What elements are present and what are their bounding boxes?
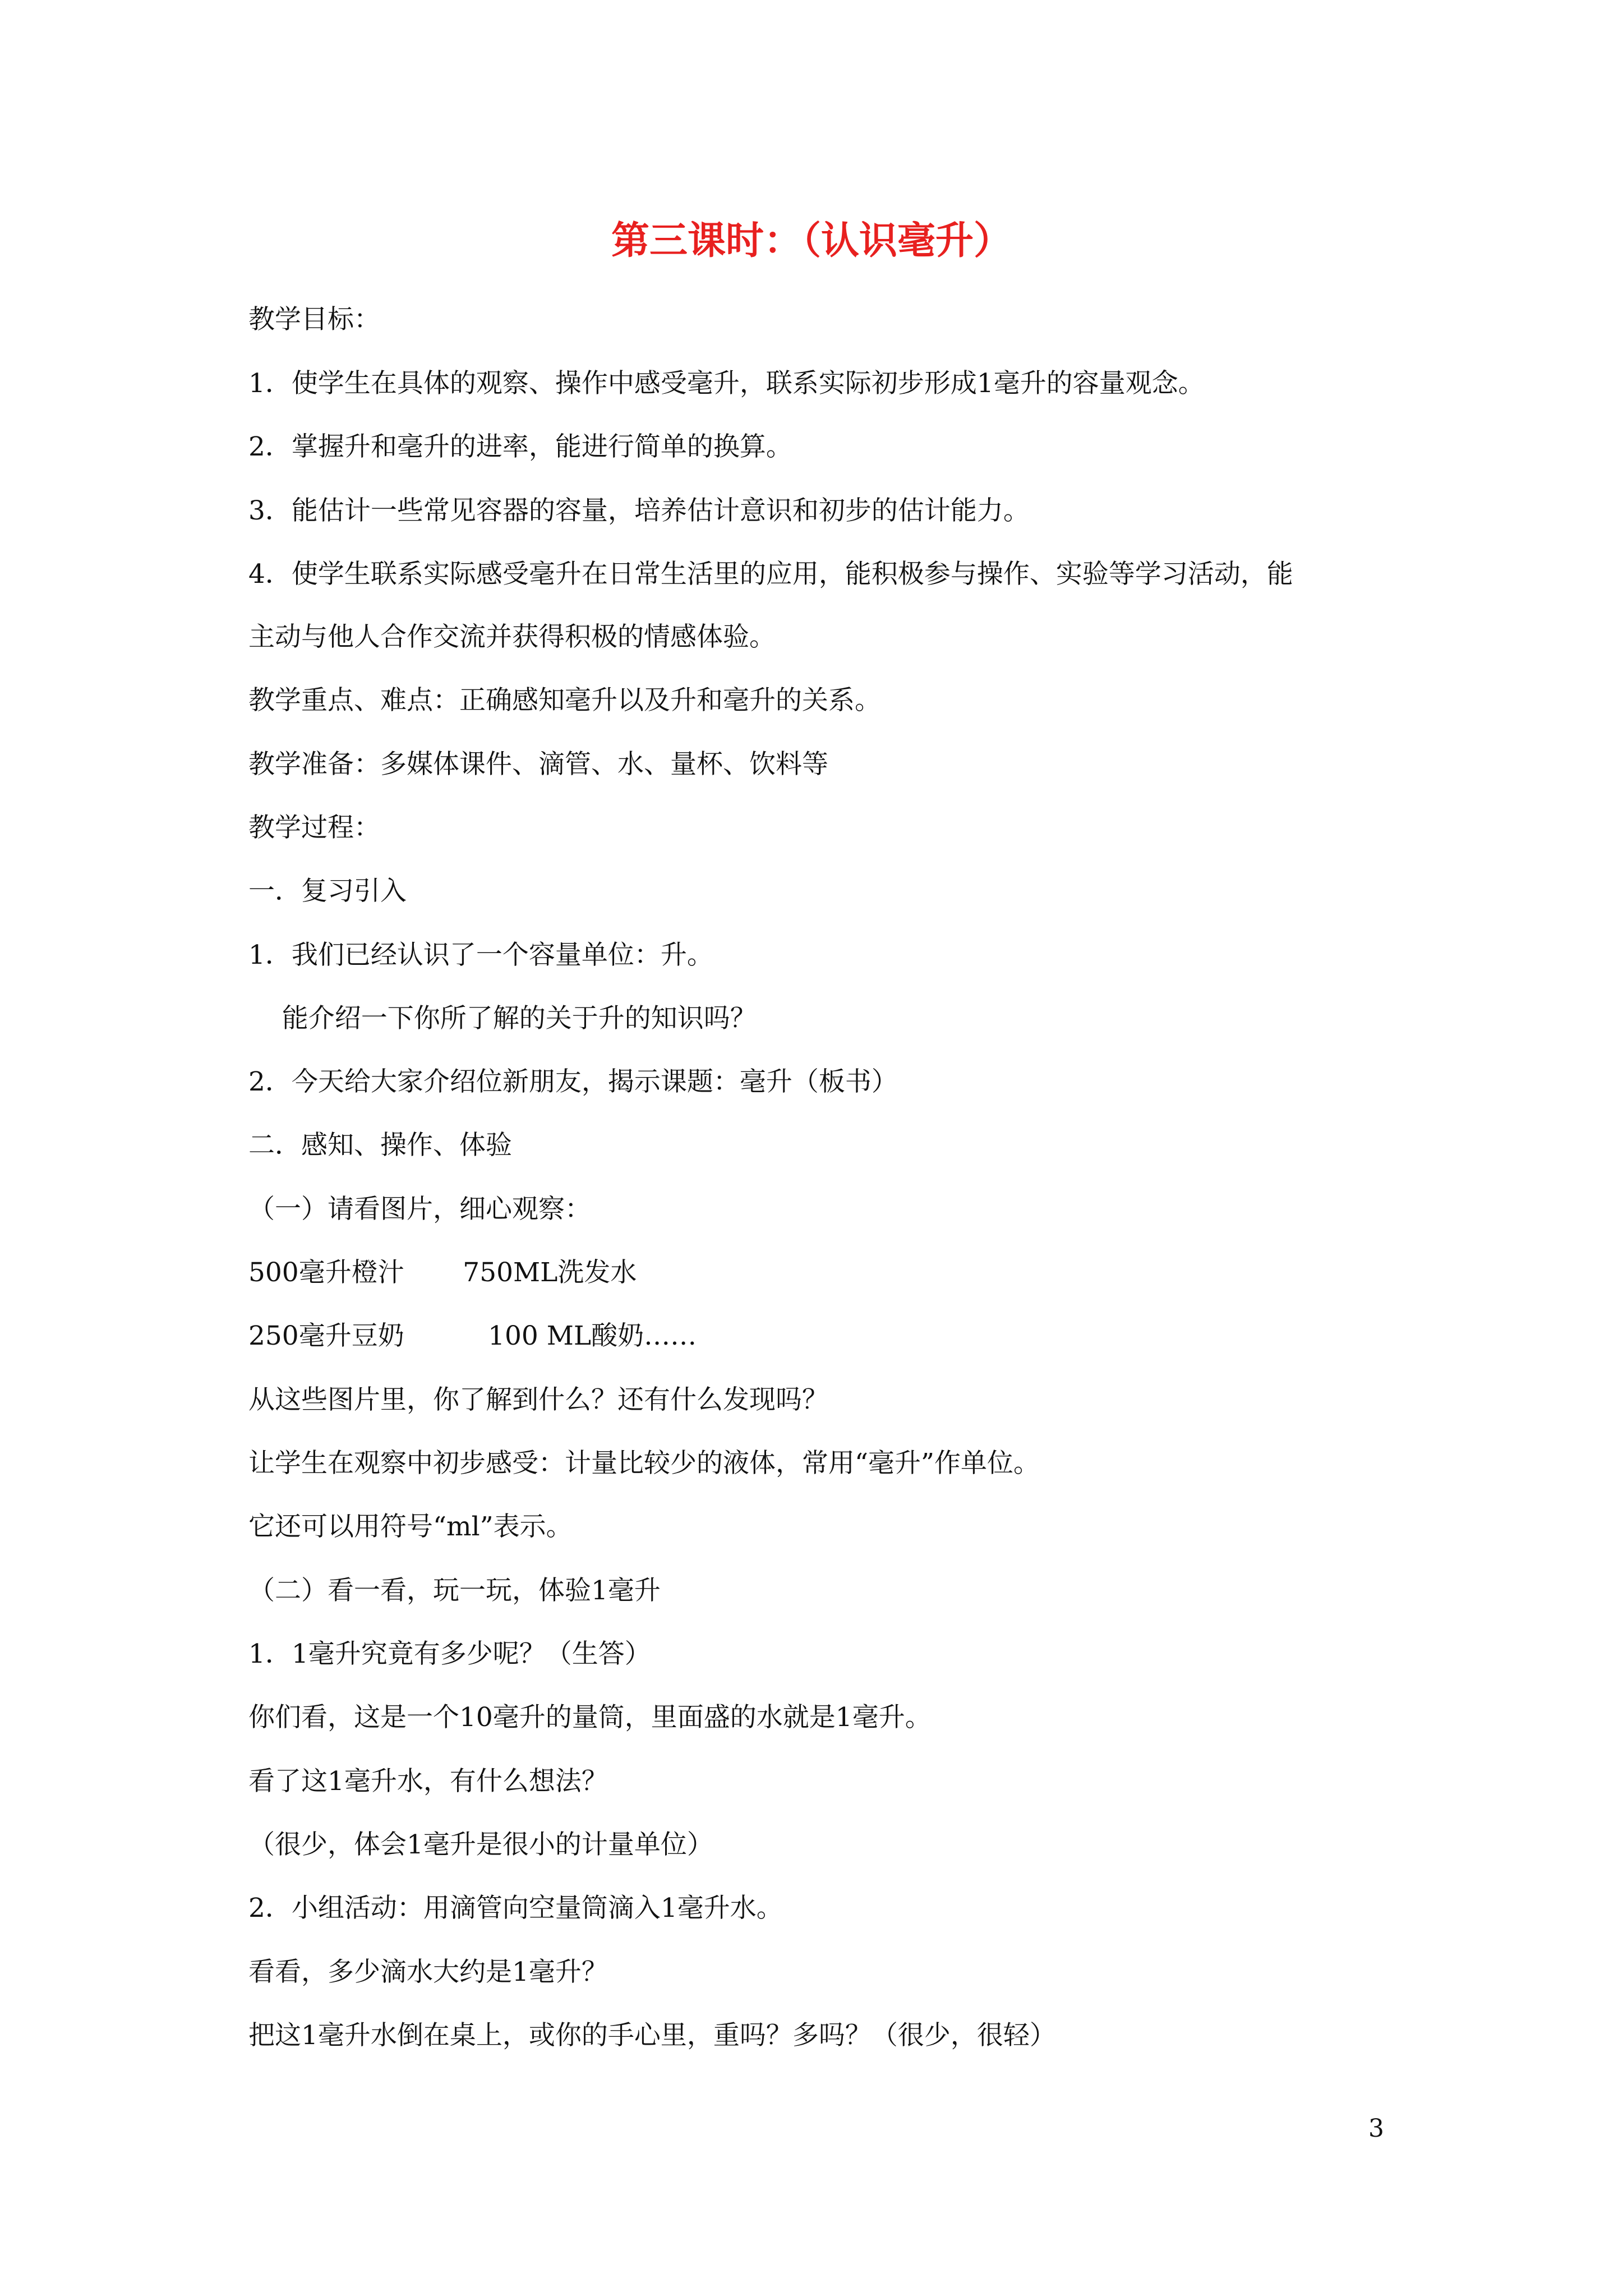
text-line: 2．小组活动：用滴管向空量筒滴入1毫升水。 [248, 1893, 783, 1924]
text-line: 主动与他人合作交流并获得积极的情感体验。 [248, 622, 776, 652]
text-line: 你们看，这是一个10毫升的量筒，里面盛的水就是1毫升。 [248, 1702, 932, 1733]
text-line: 看了这1毫升水，有什么想法？ [248, 1766, 608, 1797]
text-line: （二）看一看，玩一玩，体验1毫升 [248, 1575, 661, 1606]
text-line: （一）请看图片，细心观察： [248, 1194, 591, 1225]
text-line: 能介绍一下你所了解的关于升的知识吗？ [248, 1003, 757, 1034]
text-line: 看看，多少滴水大约是1毫升？ [248, 1957, 608, 1987]
text-line: 2．掌握升和毫升的进率，能进行简单的换算。 [248, 431, 792, 462]
text-line: 它还可以用符号“ml”表示。 [248, 1511, 573, 1542]
section-heading: 一．复习引入 [248, 876, 407, 907]
text-line: 250毫升豆奶 100 ML酸奶…… [248, 1320, 697, 1351]
text-line: 教学过程： [248, 812, 380, 843]
text-line: 500毫升橙汁 750ML洗发水 [248, 1257, 637, 1288]
text-line: 让学生在观察中初步感受：计量比较少的液体，常用“毫升”作单位。 [248, 1448, 1040, 1479]
text-line: 把这1毫升水倒在桌上，或你的手心里，重吗？多吗？（很少，很轻） [248, 2020, 1056, 2051]
text-line: 2．今天给大家介绍位新朋友，揭示课题：毫升（板书） [248, 1066, 898, 1097]
text-line: 教学准备：多媒体课件、滴管、水、量杯、饮料等 [248, 749, 828, 780]
text-line: 教学重点、难点：正确感知毫升以及升和毫升的关系。 [248, 685, 881, 716]
text-line: 1．1毫升究竟有多少呢？（生答） [248, 1639, 651, 1669]
page-title: 第三课时：（认识毫升） [611, 219, 1012, 263]
text-line: 4．使学生联系实际感受毫升在日常生活里的应用，能积极参与操作、实验等学习活动，能 [248, 559, 1293, 590]
text-line: （很少，体会1毫升是很小的计量单位） [248, 1829, 713, 1860]
text-line: 1．使学生在具体的观察、操作中感受毫升，联系实际初步形成1毫升的容量观念。 [248, 368, 1205, 399]
section-heading: 二．感知、操作、体验 [248, 1130, 512, 1161]
page-number: 3 [1368, 2114, 1384, 2143]
text-line: 教学目标： [248, 304, 380, 335]
text-line: 3．能估计一些常见容器的容量，培养估计意识和初步的估计能力。 [248, 495, 1030, 526]
text-line: 从这些图片里，你了解到什么？还有什么发现吗？ [248, 1384, 828, 1415]
text-line: 1．我们已经认识了一个容量单位：升。 [248, 940, 713, 970]
